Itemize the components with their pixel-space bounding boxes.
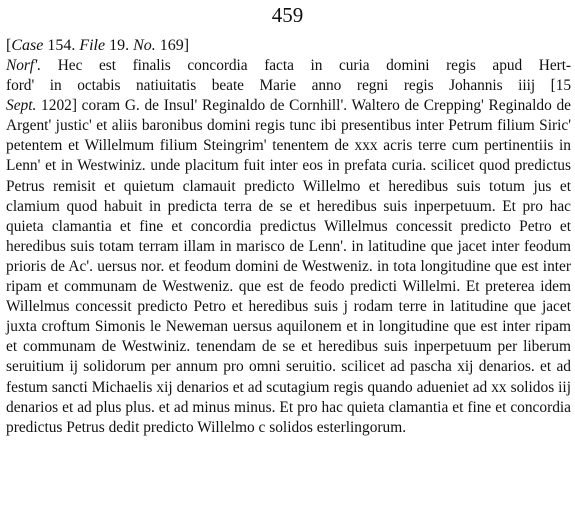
body-line (6, 56, 571, 76)
body-paragraph (6, 96, 571, 438)
file-label: File (79, 37, 106, 54)
body-text-first-line: Hec est finalis concordia facta in curia domini regis apud Hert- (41, 57, 571, 74)
county-label: Norf'. (6, 57, 42, 74)
number-value: 169] (155, 37, 190, 54)
case-value: 154. (43, 37, 80, 54)
case-reference (6, 36, 189, 56)
date-label: Sept. (6, 97, 37, 115)
file-value: 19. (105, 37, 134, 54)
body-text-remainder: 1202] coram G. de Insul' Reginaldo de Cornhill'. Waltero de Crepping' Reginaldo de Argent' justic' et aliis baronibus domini regis tunc ibi presentibus inter Petrum filium Siric' petentem et Willelmum filium Steingrim' tenentem de xxx acris terre cum pertinentiis in Lenn' et in Westwiniz. unde placitum fuit inter eos in prefata curia. scilicet quod predictus Petrus remisit et quietum clamauit predicto Willelmo et heredibus suis totum jus et clamium quod habuit in predicta terra de se et heredibus suis inperpetuum. Et pro hac quieta clamantia et fine et concordia predictus Willelmus concessit predicto Petro et heredibus suis totam terram illam in marisco de Lenn'. in latitudine que jacet inter feodum prioris de Ac'. uersus nor. et feodum domini de Westweniz. in tota longitudine que est inter ripam et communam de Westweniz. que est de feodo predicti Willelmi. Et preterea idem Willelmus concessit predicto Petro et heredibus suis j rodam terre in latitudine que jacet juxta croftum Simonis le Neweman uersus aquilonem et in longitudine que est inter ripam et communam de Westwiniz. tenendam de se et heredibus suis inperpetuum per liberum seruitium ij solidorum per annum pro omni seruitio. scilicet ad pascha xij denarios. et ad festum sancti Michaelis xij denarios et ad scutagium regis quando adueniet ad xx solidos iij denarios et ad plus plus. et ad minus minus. Et pro hac quieta clamantia et fine et concordia predictus Petrus dedit predicto Willelmo c solidos esterlingorum. (6, 97, 571, 436)
open-bracket: [ (6, 37, 12, 54)
page-number: 459 (271, 3, 304, 27)
number-label: No. (133, 37, 156, 54)
case-label: Case (11, 37, 44, 54)
body-line: ford' in octabis natiuitatis beate Marie anno regni regis Johannis iiij [15 (6, 77, 571, 95)
document-body (6, 56, 571, 438)
